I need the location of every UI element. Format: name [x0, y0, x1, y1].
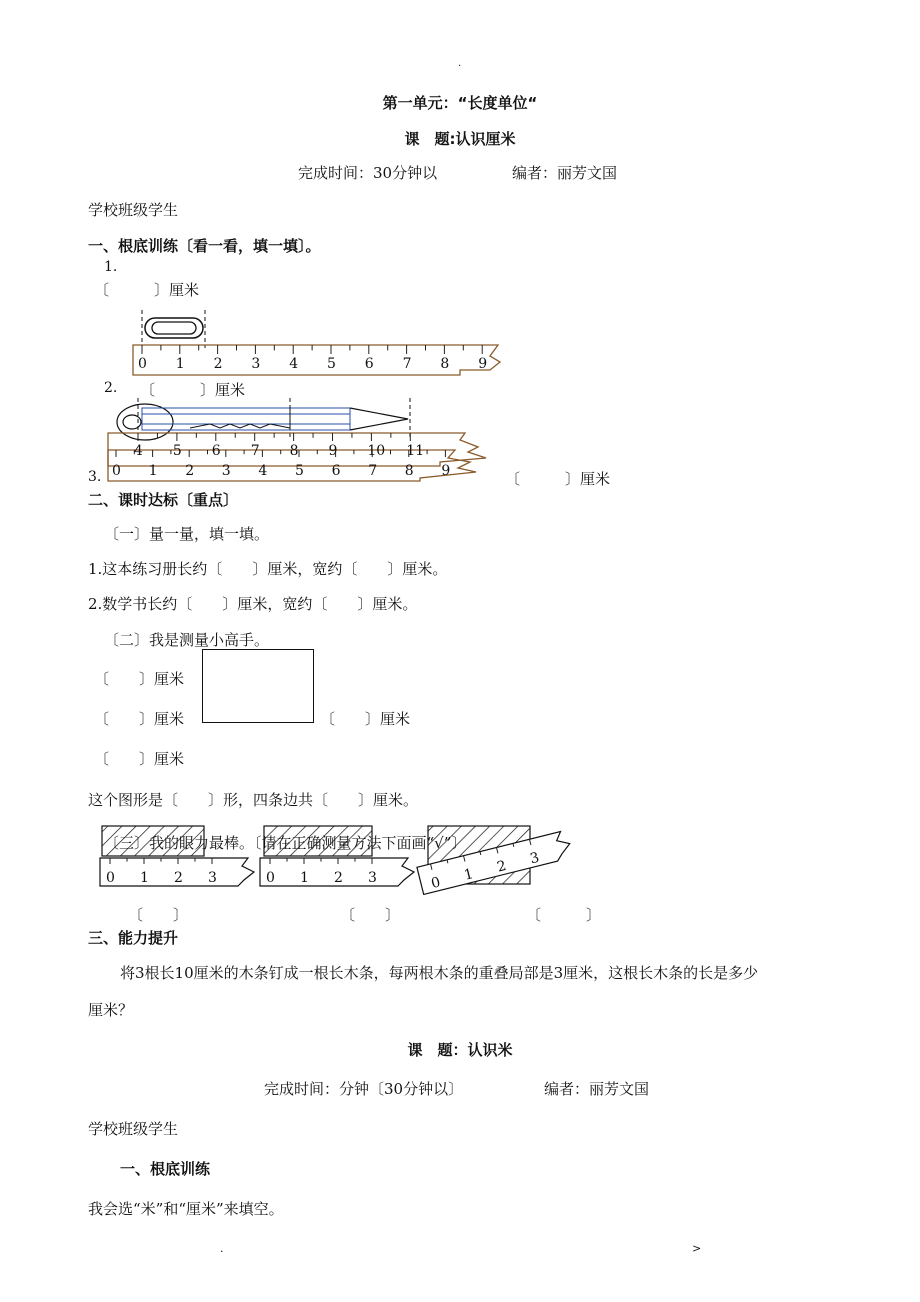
shape-question: 这个图形是〔 〕形，四条边共〔 〕厘米。: [88, 791, 419, 809]
ruler-1-tick-label: 2: [213, 356, 223, 372]
ruler-1-tick-label: 4: [289, 356, 299, 372]
small-ruler-c-tick-label: 3: [528, 849, 542, 868]
unit1-subtitle: 课 题:认识厘米: [404, 130, 516, 148]
small-ruler-a-tick-label: 2: [174, 870, 183, 886]
ruler-2-tick-label: 9: [328, 443, 338, 459]
ruler-1-tick-label: 7: [402, 356, 412, 372]
q3-answer-blank: 〔 〕厘米: [505, 470, 611, 488]
ruler-2-tick-label: 6: [211, 443, 221, 459]
ruler-1-tick-label: 0: [138, 356, 147, 372]
ruler-3-tick-label: 9: [441, 463, 451, 479]
q2-answer-blank: 〔 〕厘米: [140, 381, 246, 399]
small-ruler-a-tick-label: 1: [140, 870, 149, 886]
ruler-1-tick-label: 3: [251, 356, 261, 372]
ruler-3-tick-label: 6: [331, 463, 341, 479]
ruler-1-tick-label: 8: [440, 356, 450, 372]
q1-answer-blank: 〔 〕厘米: [94, 281, 200, 299]
small-ruler-c-tick-label: 1: [462, 866, 476, 884]
section2-part2: 〔二〕我是测量小高手。: [104, 631, 270, 649]
rect-right-blank: 〔 〕厘米: [320, 710, 411, 728]
section2-part1: 〔一〕量一量，填一填。: [104, 525, 270, 543]
rect-bottom-blank: 〔 〕厘米: [94, 750, 185, 768]
small-ruler-c-tick-label: 2: [495, 857, 509, 876]
small-ruler-b-tick-label: 3: [368, 870, 377, 886]
ruler-2-tick-label: 10: [367, 443, 386, 459]
unit1-meta-time: 完成时间：30分钟以: [298, 164, 438, 182]
section3-problem-line1: 将3根长10厘米的木条钉成一根长木条，每两根木条的重叠局部是3厘米，这根长木条的长是多少: [120, 964, 759, 982]
method-a-blank: 〔 〕: [128, 906, 189, 924]
ruler-2-tick-label: 11: [406, 443, 425, 459]
unit2-school-line: 学校班级学生: [88, 1120, 179, 1138]
unit2-subtitle: 课 题：认识米: [407, 1041, 513, 1059]
small-ruler-b-tick-label: 0: [266, 870, 275, 886]
section3-problem-line2: 厘米？: [88, 1001, 134, 1019]
small-ruler-b-tick-label: 1: [300, 870, 309, 886]
footer-right-mark: >: [692, 1242, 702, 1255]
ruler-3-tick-label: 8: [404, 463, 414, 479]
header-dot: .: [458, 58, 462, 69]
section1-heading: 一、根底训练〔看一看，填一填〕。: [88, 237, 321, 255]
ruler-3-tick-label: 1: [148, 463, 158, 479]
unit1-title: 第一单元：“长度单位“: [382, 94, 538, 112]
ruler-1-tick-label: 5: [327, 356, 336, 372]
ruler-1-tick-label: 9: [478, 356, 488, 372]
unit2-meta-author: 编者：丽芳文国: [544, 1080, 650, 1098]
method-c-blank: 〔 〕: [526, 906, 602, 924]
rect-top-blank: 〔 〕厘米: [94, 670, 185, 688]
ruler-3-tick-label: 7: [368, 463, 378, 479]
small-ruler-b-tick-label: 2: [334, 870, 343, 886]
rect-left-blank: 〔 〕厘米: [94, 710, 185, 728]
footer-left-mark: .: [220, 1242, 224, 1255]
small-ruler-a-tick-label: 0: [106, 870, 115, 886]
ruler-2-tick-label: 5: [172, 443, 182, 459]
q2-number: 2.: [104, 380, 118, 396]
method-b-blank: 〔 〕: [340, 906, 401, 924]
section2-line1: 1.这本练习册长约〔 〕厘米，宽约〔 〕厘米。: [88, 560, 448, 578]
unit2-section1-heading: 一、根底训练: [120, 1160, 211, 1178]
section2-heading: 二、课时达标〔重点〕: [88, 491, 239, 509]
small-ruler-c-tick-label: 0: [429, 874, 443, 893]
ruler-2-tick-label: 4: [134, 443, 143, 459]
section3-heading: 三、能力提升: [88, 929, 179, 947]
ruler-2-tick-label: 8: [289, 443, 299, 459]
unit1-school-line: 学校班级学生: [88, 201, 179, 219]
ruler-3-tick-label: 0: [112, 463, 121, 479]
ruler-1-tick-label: 1: [175, 356, 185, 372]
ruler-3-tick-label: 2: [185, 463, 195, 479]
ruler-1-tick-label: 6: [364, 356, 374, 372]
section2-part3: 〔三〕我的眼力最棒。〔请在正确测量方法下面画“√”〕: [104, 834, 467, 852]
ruler-3-tick-label: 4: [258, 463, 268, 479]
ruler-2-tick-label: 7: [250, 443, 260, 459]
q3-number: 3.: [88, 469, 102, 485]
unit2-instruction: 我会选“米”和“厘米”来填空。: [88, 1200, 284, 1218]
ruler-3-tick-label: 3: [221, 463, 231, 479]
section2-line2: 2.数学书长约〔 〕厘米，宽约〔 〕厘米。: [88, 595, 418, 613]
ruler-3-tick-label: 5: [295, 463, 304, 479]
unit1-meta-author: 编者：丽芳文国: [512, 164, 618, 182]
unit2-meta-time: 完成时间：分钟〔30分钟以〕: [264, 1080, 464, 1098]
q1-number: 1.: [104, 259, 118, 275]
small-ruler-a-tick-label: 3: [208, 870, 217, 886]
